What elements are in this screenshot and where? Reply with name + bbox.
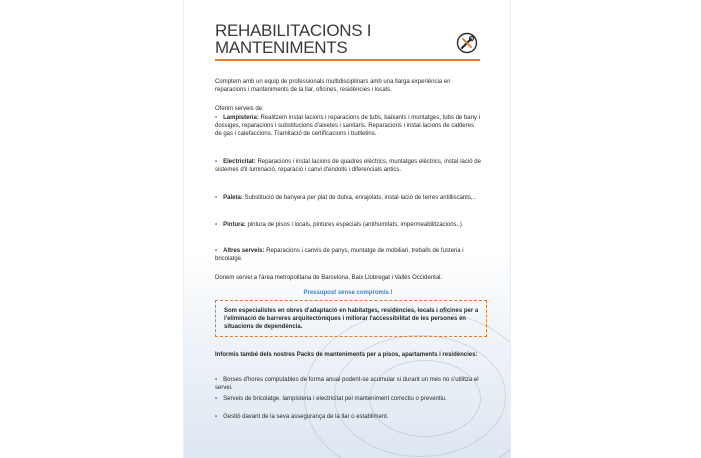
service-item [215,247,481,263]
packs-intro: Informis també dels nostres Packs de manteniments per a pisos, apartaments i residències: [215,352,478,358]
bullet-dot-icon: • [215,248,218,254]
pack-text: Serveis de bricolatge, lampisteria i electricitat pel manteniment correctiu o preventiu. [223,396,447,402]
service-name: Lampisteria: [223,115,259,121]
service-name: Altres serveis: [223,248,265,254]
bullet-dot-icon: • [215,377,218,383]
pack-item [215,395,481,403]
bullet-dot-icon: • [215,195,218,201]
document-page [183,0,511,458]
service-name: Paleta: [223,195,243,201]
service-text: pintura de pisos i locals, pintures especials (antihumitats, impermeabilitzacions..) [247,222,462,228]
specialist-box: Som especialistes en obres d'adaptació en habitatges, residències, locals i oficines per a l'eliminació de barreres arquitectòniques i millorar l'accessibilitat de les persones en situacions de dependència. [215,300,487,337]
tools-prohibited-icon [456,32,478,54]
service-item [215,114,481,138]
pack-item [215,376,481,392]
bullet-dot-icon: • [215,414,218,420]
bullet-dot-icon: • [215,222,218,228]
title-line-1: REHABILITACIONS I [215,21,372,40]
bullet-dot-icon: • [215,115,218,121]
service-item [215,221,481,229]
service-text: Realitzem instal·lacions i reparacions de tubs, baixants i muntatges, tubs de bany i dossiges, reparacions i substitucions d'aixetes i sanitaris. Reparacions i instal·lacions de calderes de gas i calefaccions. Tramitació de certificacions i butlletins. [215,115,480,137]
service-item [215,194,481,202]
pack-text: Gestió davant de la seva assegurança de la llar o establiment. [223,414,389,420]
intro-paragraph: Comptem amb un equip de professionals multidisciplinars amb una llarga experiència en reparacions i manteniments de la llar, oficines, residències i locals. [215,79,451,93]
page-title [215,22,435,56]
service-text: Reparacions i canvis de panys, muntatge de mobiliari, treballs de fusteria i bricolatge. [215,248,464,262]
service-name: Pintura: [223,222,246,228]
service-name: Electricitat: [223,159,256,165]
title-underline [215,59,480,61]
title-line-2: MANTENIMENTS [215,38,348,57]
pack-item [215,413,481,421]
pack-text: Borses d'hores computables de forma anual podent-se acumular si durant un mes no s'utilitza el servei. [215,377,479,391]
services-heading: Oferim serveis de: [215,106,264,112]
service-text: Reparacions i instal·lacions de quadres elèctrics, muntatges elèctrics, instal·lació de sistemes d'il·luminació, reparació i canvi d'endolls i diferencials antics. [215,159,481,173]
coverage-text: Donem servei a l'àrea metropolitana de Barcelona, Baix Llobregat i Vallès Occidental. [215,275,443,281]
service-text: Substitució de banyera per plat de dutxa, enrajolats, instal·lació de terres antilliscants,.. [244,195,476,201]
bullet-dot-icon: • [215,159,218,165]
service-item [215,158,481,174]
budget-notice: Pressupost sense compromís ! [303,290,393,296]
bullet-dot-icon: • [215,396,218,402]
